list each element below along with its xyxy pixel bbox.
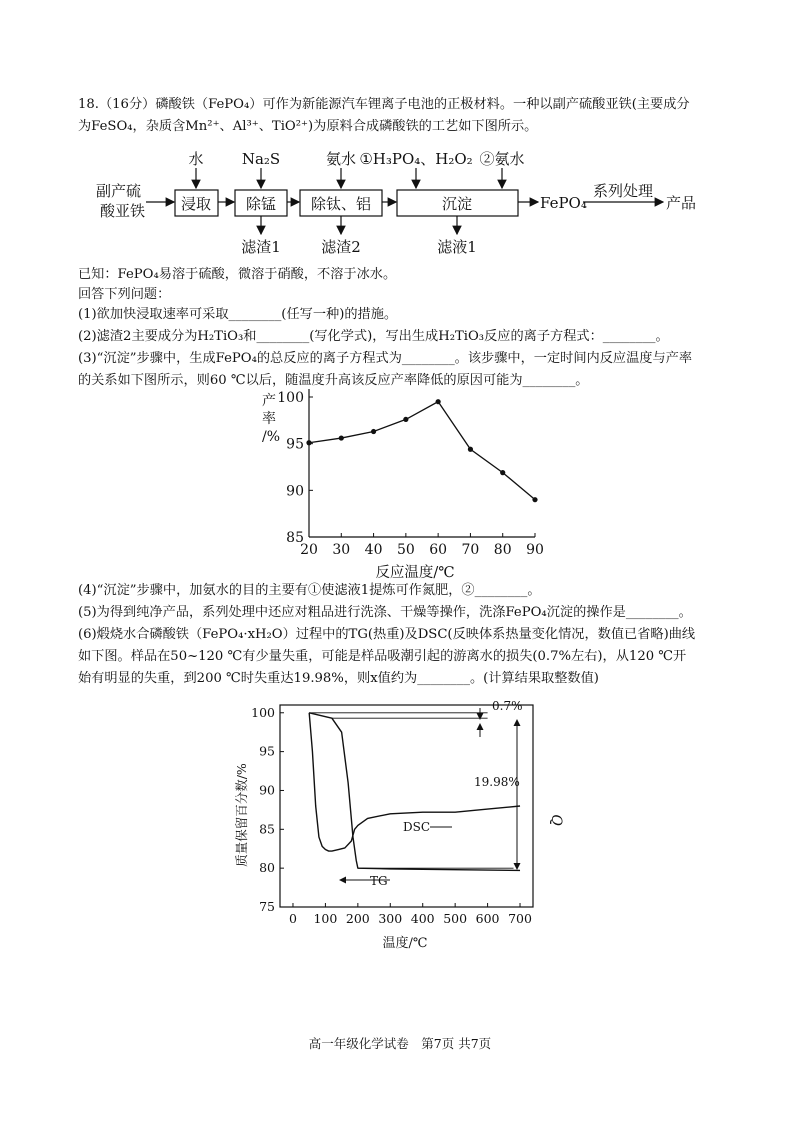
tg-x-tick-label: 0	[288, 911, 297, 926]
input-water: 水	[188, 150, 204, 168]
flow-product: FePO₄	[540, 194, 587, 212]
yield-point	[500, 470, 505, 475]
annotation-19-98-percent: 19.98%	[474, 775, 520, 789]
tg-y-tick-label: 95	[259, 743, 275, 759]
y-axis-label-2: 率	[262, 411, 276, 427]
tg-y-tick-label: 80	[259, 860, 275, 876]
x-tick-label: 80	[493, 542, 512, 558]
yield-line	[309, 402, 535, 500]
tg-dsc-chart	[230, 695, 570, 955]
flow-process: 系列处理	[592, 182, 654, 200]
tg-x-tick-label: 500	[443, 911, 468, 926]
yield-point	[436, 399, 441, 404]
question-3-line-2: 的关系如下图所示，则60 ℃以后，随温度升高该反应产率降低的原因可能为________。	[78, 373, 589, 388]
x-tick-label: 40	[364, 542, 383, 558]
y-tick-label: 85	[286, 530, 304, 546]
page-footer: 高一年级化学试卷 第7页 共7页	[308, 1036, 492, 1051]
x-tick-label: 90	[526, 542, 544, 558]
input-ammonia-2: ②氨水	[479, 150, 525, 168]
flow-start-line-1: 副产硫	[96, 182, 142, 200]
step-label-precipitation: 沉淀	[441, 195, 473, 213]
step-label-leaching: 浸取	[180, 195, 212, 213]
yield-point	[403, 417, 408, 422]
y-tick-label: 100	[277, 390, 304, 406]
x-tick-label: 60	[429, 542, 448, 558]
y-tick-label: 90	[286, 483, 304, 500]
yield-temperature-chart	[255, 385, 545, 585]
tg-x-axis-label: 温度/℃	[382, 936, 428, 951]
tg-x-tick-label: 300	[378, 911, 403, 926]
q-axis-label: Q	[548, 814, 564, 826]
x-tick-label: 50	[396, 542, 415, 558]
question-5: (5)为得到纯净产品，系列处理中还应对粗品进行洗涤、干燥等操作，洗涤FePO₄沉淀的操作是________。	[78, 605, 692, 620]
y-tick-label: 95	[286, 436, 304, 453]
x-tick-label: 30	[332, 542, 351, 558]
x-axis-label: 反应温度/℃	[375, 565, 455, 581]
flow-start-line-2: 酸亚铁	[100, 202, 146, 220]
question-6-line-3: 始有明显的失重，到200 ℃时失重达19.98%，则x值约为________。(计算结果取整数值)	[78, 671, 599, 686]
tg-x-tick-label: 100	[313, 911, 338, 926]
tg-x-tick-label: 200	[345, 911, 370, 926]
question-3-line-1: (3)“沉淀”步骤中，生成FePO₄的总反应的离子方程式为________。该步骤中，一定时间内反应温度与产率	[78, 351, 693, 366]
tg-y-tick-label: 85	[259, 821, 275, 837]
step-label-mn-removal: 除锰	[245, 195, 277, 213]
tg-y-axis-label: 质量保留百分数/%	[234, 763, 249, 867]
tg-y-tick-label: 100	[251, 704, 275, 720]
y-axis-label-1: 产	[262, 393, 276, 409]
process-flow-diagram	[90, 146, 710, 258]
series-tg-line	[309, 713, 520, 871]
output-residue-1: 滤渣1	[241, 238, 281, 256]
step-label-ti-al-removal: 除钛、铝	[310, 195, 372, 213]
x-tick-label: 70	[461, 542, 480, 558]
yield-point	[371, 429, 376, 434]
question-line-1: 18.（16分）磷酸铁（FePO₄）可作为新能源汽车锂离子电池的正极材料。一种以副产硫酸亚铁(主要成分	[78, 97, 690, 112]
x-tick-label: 20	[300, 542, 318, 558]
output-filtrate-1: 滤液1	[437, 238, 477, 256]
input-h3po4-h2o2: ①H₃PO₄、H₂O₂	[359, 150, 473, 168]
annotation-0-7-percent: 0.7%	[492, 699, 523, 713]
yield-point	[306, 440, 311, 445]
yield-point	[532, 497, 537, 502]
answer-prompt: 回答下列问题：	[78, 287, 171, 302]
annotation-tg: TG	[370, 874, 388, 888]
question-1: (1)欲加快浸取速率可采取________(任写一种)的措施。	[78, 307, 398, 322]
tg-plot-frame	[280, 705, 533, 907]
known-note: 已知：FePO₄易溶于硫酸，微溶于硝酸，不溶于冰水。	[78, 267, 397, 282]
input-ammonia: 氨水	[325, 150, 357, 168]
tg-y-tick-label: 90	[259, 782, 275, 798]
annotation-dsc: DSC	[403, 820, 431, 834]
output-residue-2: 滤渣2	[321, 238, 361, 256]
yield-point	[468, 447, 473, 452]
question-6-line-2: 如下图。样品在50~120 ℃有少量失重，可能是样品吸潮引起的游离水的损失(0.7%左右)，从120 ℃开	[78, 649, 687, 664]
y-axis-label-3: /%	[261, 429, 281, 445]
tg-x-tick-label: 400	[410, 911, 435, 926]
tg-y-tick-label: 75	[259, 899, 275, 914]
question-2: (2)滤渣2主要成分为H₂TiO₃和________(写化学式)，写出生成H₂TiO₃反应的离子方程式：________。	[78, 329, 669, 344]
yield-point	[339, 435, 344, 440]
question-6-line-1: (6)煅烧水合磷酸铁（FePO₄·xH₂O）过程中的TG(热重)及DSC(反映体系热量变化情况，数值已省略)曲线	[78, 627, 696, 642]
tg-x-tick-label: 700	[508, 911, 532, 926]
question-4: (4)“沉淀”步骤中，加氨水的目的主要有①使滤液1提炼可作氮肥，②________。	[78, 583, 541, 598]
flow-final: 产品	[666, 194, 697, 212]
question-line-2: 为FeSO₄，杂质含Mn²⁺、Al³⁺、TiO²⁺)为原料合成磷酸铁的工艺如下图所示。	[78, 119, 538, 134]
input-na2s: Na₂S	[241, 150, 281, 168]
tg-x-tick-label: 600	[475, 911, 500, 926]
